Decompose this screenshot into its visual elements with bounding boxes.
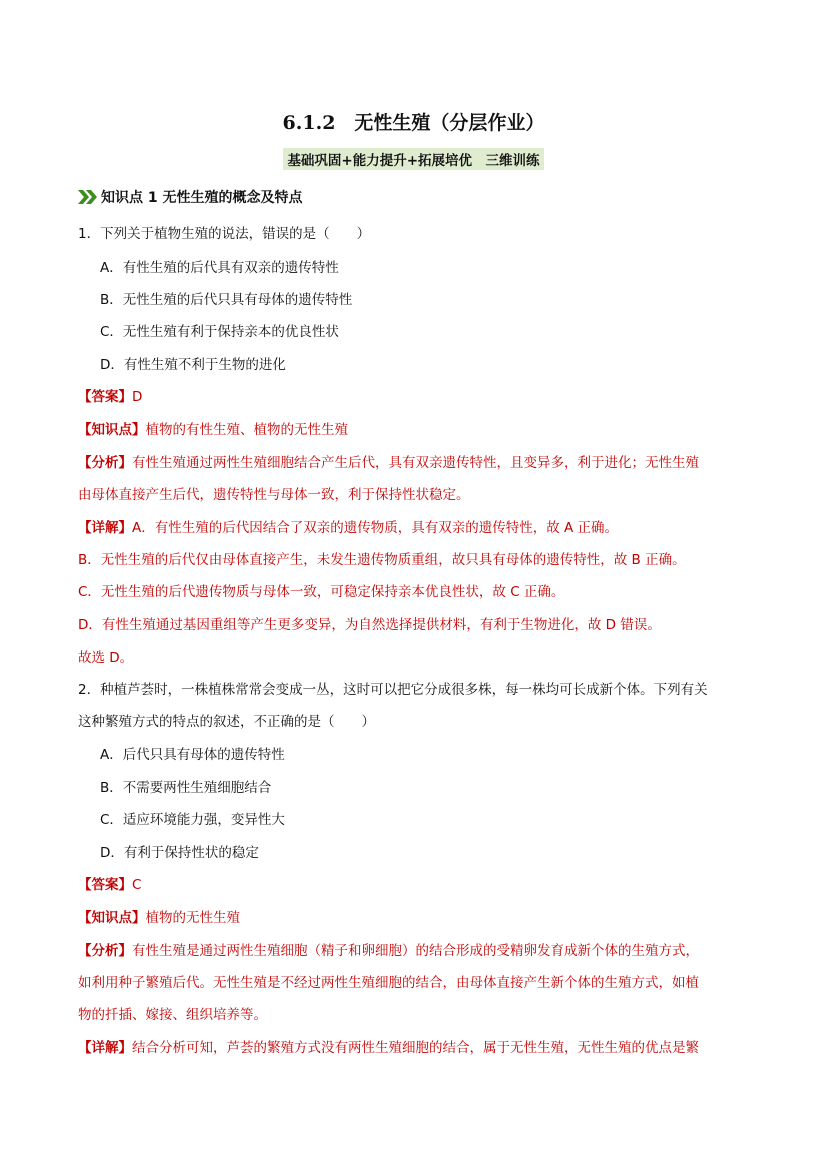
q2-answer-row <box>78 875 141 895</box>
double-chevron-icon <box>78 190 98 204</box>
q1-analysis-line-2: 由母体直接产生后代，遗传特性与母体一致，利于保持性状稳定。 <box>78 487 470 503</box>
q2-option-c: C．适应环境能力强，变异性大 <box>100 812 285 828</box>
q2-analysis-line-1: 有性生殖是通过两性生殖细胞（精子和卵细胞）的结合形成的受精卵发育成新个体的生殖方式， <box>132 943 699 959</box>
q1-option-a: A．有性生殖的后代具有双亲的遗传特性 <box>100 260 339 276</box>
q2-analysis-line-2: 如利用种子繁殖后代。无性生殖是不经过两性生殖细胞的结合，由母体直接产生新个体的生殖方式，如植 <box>78 975 699 991</box>
q1-stem: 1．下列关于植物生殖的说法，错误的是（ ） <box>78 226 371 242</box>
q2-option-a: A．后代只具有母体的遗传特性 <box>100 747 285 763</box>
q2-detail-row <box>78 1038 699 1058</box>
q1-detail-row <box>78 518 618 538</box>
q1-analysis-tag: 【分析】 <box>78 455 132 471</box>
q2-stem-line-2: 这种繁殖方式的特点的叙述，不正确的是（ ） <box>78 714 375 730</box>
q1-option-c: C．无性生殖有利于保持亲本的优良性状 <box>100 324 339 340</box>
q1-kp: 植物的有性生殖、植物的无性生殖 <box>145 422 348 438</box>
q1-detail-line-4: D．有性生殖通过基因重组等产生更多变异，为自然选择提供材料，有利于生物进化，故 D 错误。 <box>78 617 661 633</box>
q2-option-b: B．不需要两性生殖细胞结合 <box>100 780 272 796</box>
page-subtitle: 基础巩固+能力提升+拓展培优 三维训练 <box>283 148 543 170</box>
q1-detail-tag: 【详解】 <box>78 520 132 536</box>
q2-stem-line-1: 2．种植芦荟时，一株植株常常会变成一丛，这时可以把它分成很多株，每一株均可长成新个体。下列有关 <box>78 682 708 698</box>
q1-detail-line-5: 故选 D。 <box>78 650 134 666</box>
q2-kp: 植物的无性生殖 <box>145 910 240 926</box>
q1-answer-row <box>78 387 142 407</box>
q1-detail-line-3: C．无性生殖的后代遗传物质与母体一致，可稳定保持亲本优良性状，故 C 正确。 <box>78 584 565 600</box>
q1-kp-tag: 【知识点】 <box>78 422 146 438</box>
q2-analysis-row <box>78 941 699 961</box>
q2-answer-tag: 【答案】 <box>78 877 132 893</box>
q2-detail-line-1: 结合分析可知，芦荟的繁殖方式没有两性生殖细胞的结合，属于无性生殖，无性生殖的优点是繁 <box>132 1040 699 1056</box>
q1-answer: D <box>132 389 143 405</box>
q2-kp-tag: 【知识点】 <box>78 910 146 926</box>
q2-detail-tag: 【详解】 <box>78 1040 132 1056</box>
q2-answer: C <box>132 877 142 893</box>
q2-kp-row <box>78 908 240 928</box>
q2-analysis-line-3: 物的扦插、嫁接、组织培养等。 <box>78 1007 267 1023</box>
q1-answer-tag: 【答案】 <box>78 389 132 405</box>
q1-analysis-line-1: 有性生殖通过两性生殖细胞结合产生后代，具有双亲遗传特性，且变异多，利于进化；无性生殖 <box>132 455 699 471</box>
section-heading <box>78 187 303 207</box>
q2-analysis-tag: 【分析】 <box>78 943 132 959</box>
section-title: 知识点 1 无性生殖的概念及特点 <box>101 190 303 206</box>
q1-detail-line-2: B．无性生殖的后代仅由母体直接产生，未发生遗传物质重组，故只具有母体的遗传特性，故 B 正确。 <box>78 552 686 568</box>
q1-detail-line-1: A．有性生殖的后代因结合了双亲的遗传物质，具有双亲的遗传特性，故 A 正确。 <box>132 520 619 536</box>
q1-kp-row <box>78 420 348 440</box>
q1-option-b: B．无性生殖的后代只具有母体的遗传特性 <box>100 292 353 308</box>
q1-analysis-row <box>78 453 699 473</box>
q1-option-d: D．有性生殖不利于生物的进化 <box>100 357 286 373</box>
page-title: 6.1.2 无性生殖（分层作业） <box>282 112 545 134</box>
q2-option-d: D．有利于保持性状的稳定 <box>100 845 259 861</box>
subtitle-wrap <box>0 148 827 170</box>
